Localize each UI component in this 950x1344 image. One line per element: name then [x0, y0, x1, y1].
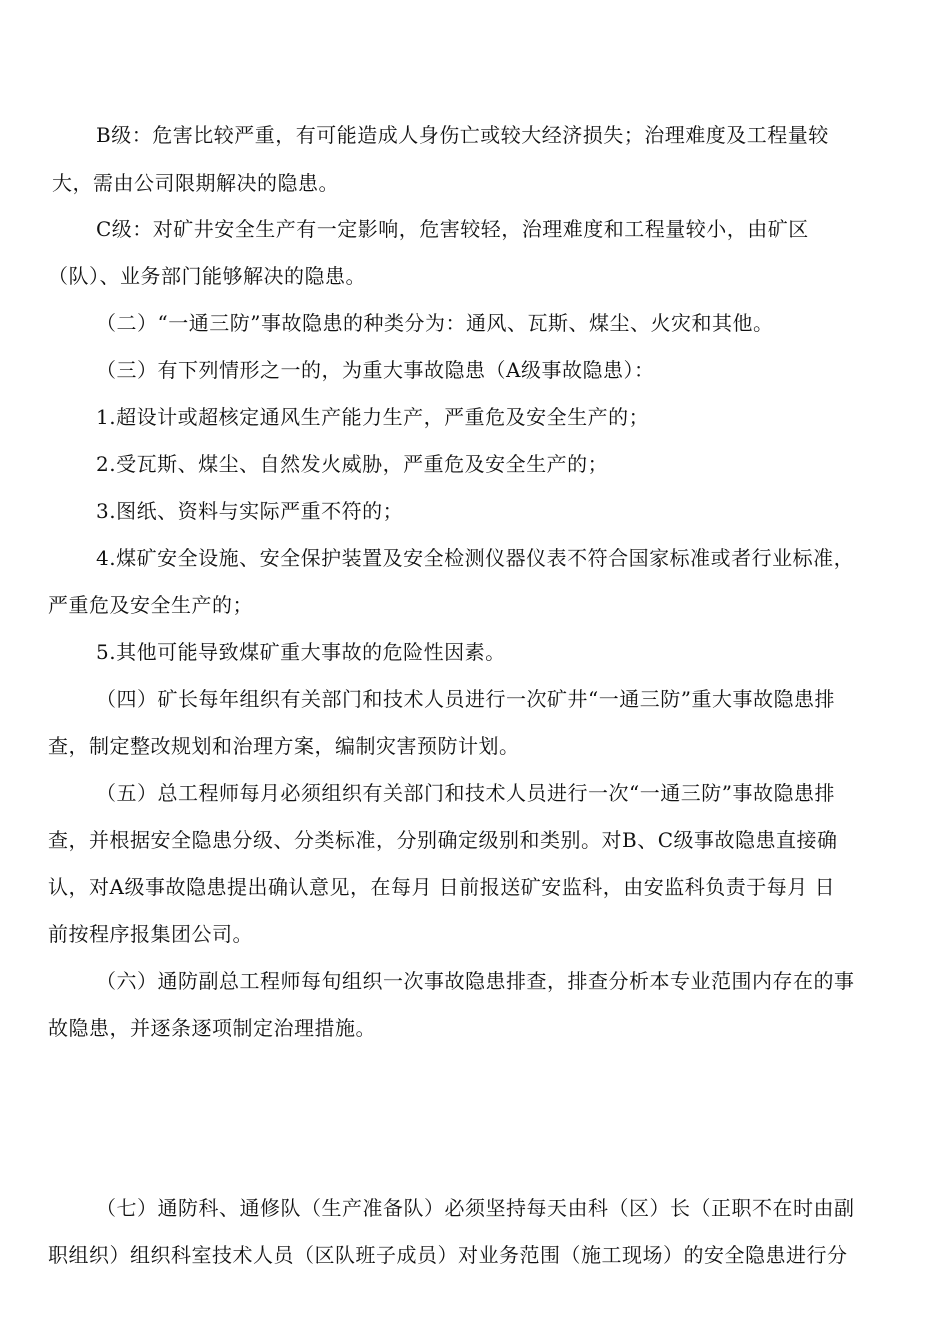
text-line-19: （六）通防副总工程师每旬组织一次事故隐患排查，排查分析本专业范围内存在的事	[96, 969, 855, 993]
text-line-4: （队）、业务部门能够解决的隐患。	[48, 264, 366, 288]
text-line-11: 严重危及安全生产的；	[48, 593, 253, 617]
text-line-2: 大，需由公司限期解决的隐患。	[52, 171, 339, 195]
text-line-17: 认，对A级事故隐患提出确认意见，在每月 日前报送矿安监科，由安监科负责于每月 日	[48, 875, 836, 899]
text-line-18: 前按程序报集团公司。	[48, 922, 253, 946]
text-line-1: B级：危害比较严重，有可能造成人身伤亡或较大经济损失；治理难度及工程量较	[96, 123, 829, 147]
text-line-20: 故隐患，并逐条逐项制定治理措施。	[48, 1016, 376, 1040]
text-line-16: 查，并根据安全隐患分级、分类标准，分别确定级别和类别。对B、C级事故隐患直接确	[48, 828, 838, 852]
text-line-10: 4.煤矿安全设施、安全保护装置及安全检测仪器仪表不符合国家标准或者行业标准，	[96, 546, 855, 570]
text-line-6: （三）有下列情形之一的，为重大事故隐患（A级事故隐患）：	[96, 358, 655, 382]
text-line-15: （五）总工程师每月必须组织有关部门和技术人员进行一次“一通三防”事故隐患排	[96, 781, 835, 805]
text-line-3: C级：对矿井安全生产有一定影响，危害较轻，治理难度和工程量较小，由矿区	[96, 217, 809, 241]
text-line-13: （四）矿长每年组织有关部门和技术人员进行一次矿井“一通三防”重大事故隐患排	[96, 687, 835, 711]
text-line-22: 职组织）组织科室技术人员（区队班子成员）对业务范围（施工现场）的安全隐患进行分	[48, 1243, 848, 1267]
text-line-9: 3.图纸、资料与实际严重不符的；	[96, 499, 404, 523]
text-line-21: （七）通防科、通修队（生产准备队）必须坚持每天由科（区）长（正职不在时由副	[96, 1196, 855, 1220]
text-line-12: 5.其他可能导致煤矿重大事故的危险性因素。	[96, 640, 506, 664]
text-line-7: 1.超设计或超核定通风生产能力生产，严重危及安全生产的；	[96, 405, 650, 429]
text-line-14: 查，制定整改规划和治理方案，编制灾害预防计划。	[48, 734, 520, 758]
text-line-8: 2.受瓦斯、煤尘、自然发火威胁，严重危及安全生产的；	[96, 452, 609, 476]
text-line-5: （二）“一通三防”事故隐患的种类分为：通风、瓦斯、煤尘、火灾和其他。	[96, 311, 774, 335]
